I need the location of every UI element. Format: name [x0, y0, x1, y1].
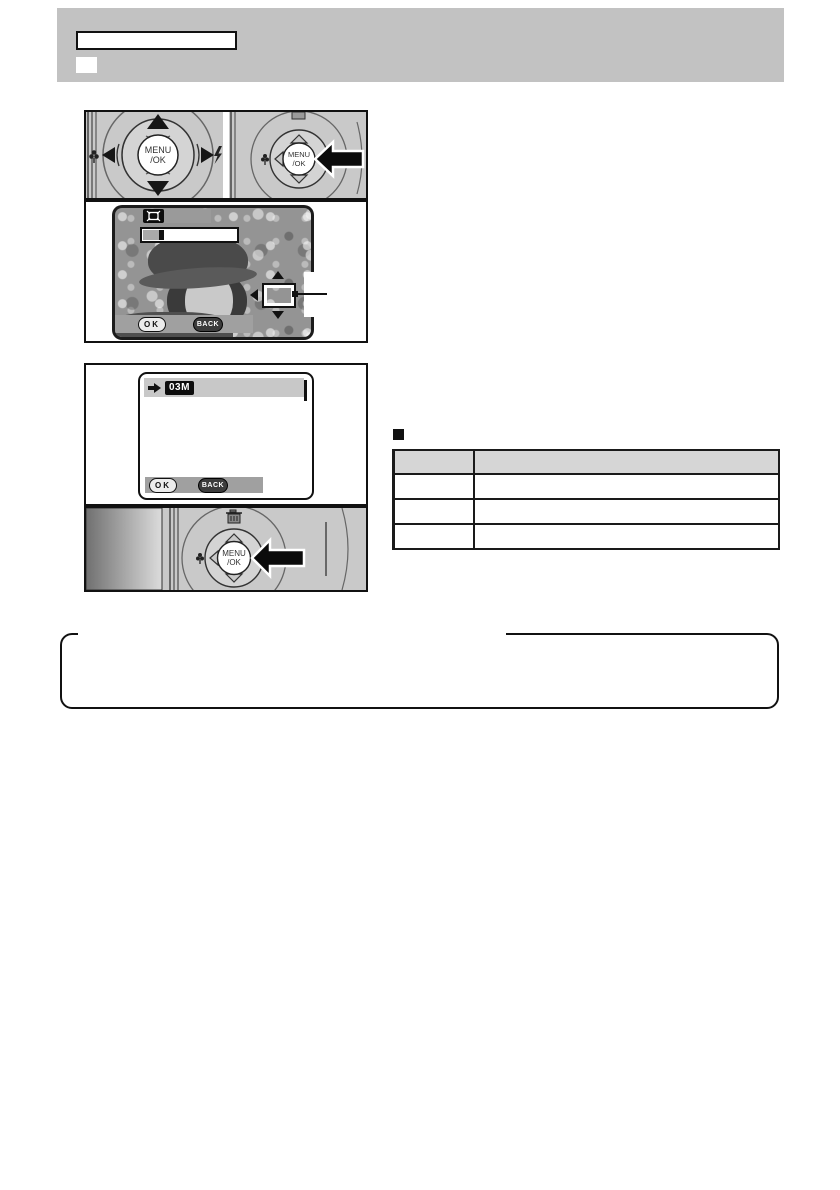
screen-button-strip	[115, 315, 253, 333]
zoom-bar	[140, 227, 239, 243]
menu-ok-label-1: MENU	[287, 150, 311, 159]
screen-title-blank-bar	[164, 209, 211, 223]
ok-button-label: OK	[138, 317, 166, 332]
crop-nav-frame-inner	[264, 285, 294, 306]
quality-badge: 03M	[165, 381, 194, 395]
menu-ok-label-1: MENU	[222, 549, 246, 558]
callout-leader-line	[296, 293, 327, 295]
crop-nav-frame	[262, 283, 296, 308]
table-cell	[474, 499, 779, 524]
figure-menu-screen	[84, 363, 368, 506]
crop-icon	[143, 209, 164, 223]
table-cell	[394, 524, 475, 549]
note-box	[60, 633, 779, 709]
step-marker-box	[76, 57, 97, 73]
nav-down-triangle-icon	[272, 311, 284, 319]
lcd-screen	[112, 205, 314, 340]
table-row	[394, 474, 780, 499]
menu-ok-label-1: MENU	[144, 145, 172, 155]
zoom-bar-indicator	[159, 230, 164, 240]
photo-preview	[115, 208, 311, 337]
menu-ok-label-2: /OK	[227, 558, 241, 567]
table-header-cell	[474, 450, 779, 474]
table-header-cell	[394, 450, 475, 474]
ok-button-label: OK	[149, 478, 177, 493]
table-row	[394, 499, 780, 524]
page-title-box	[76, 31, 237, 50]
figure-lcd-trimming	[84, 200, 368, 343]
figure-controller-pair	[84, 110, 368, 200]
table-cell	[394, 499, 475, 524]
table-header-row	[394, 450, 780, 474]
menu-selected-row	[144, 378, 304, 397]
menu-lcd-screen	[138, 372, 314, 500]
nav-up-triangle-icon	[272, 271, 284, 279]
back-button-label: BACK	[193, 317, 223, 332]
section-bullet	[393, 429, 404, 440]
table-cell	[394, 474, 475, 499]
table-row	[394, 524, 780, 549]
menu-ok-label-2: /OK	[150, 155, 166, 165]
spec-table	[392, 449, 780, 550]
selection-arrow-icon	[148, 383, 161, 393]
trash-icon	[292, 112, 305, 119]
zoom-bar-fill	[143, 230, 159, 240]
menu-ok-label-2: /OK	[292, 159, 306, 168]
menu-row-shadow	[304, 380, 307, 401]
four-way-pad-right	[229, 112, 366, 198]
nav-left-triangle-icon	[250, 289, 258, 301]
note-title-gap	[78, 631, 506, 638]
header-bar	[57, 8, 784, 82]
camera-body-shade	[86, 508, 162, 590]
back-button-label: BACK	[198, 478, 228, 493]
four-way-pad-left	[86, 112, 223, 198]
table-cell	[474, 524, 779, 549]
figure-controller-press	[84, 506, 368, 592]
camera-back-pad	[86, 508, 366, 590]
table-cell	[474, 474, 779, 499]
